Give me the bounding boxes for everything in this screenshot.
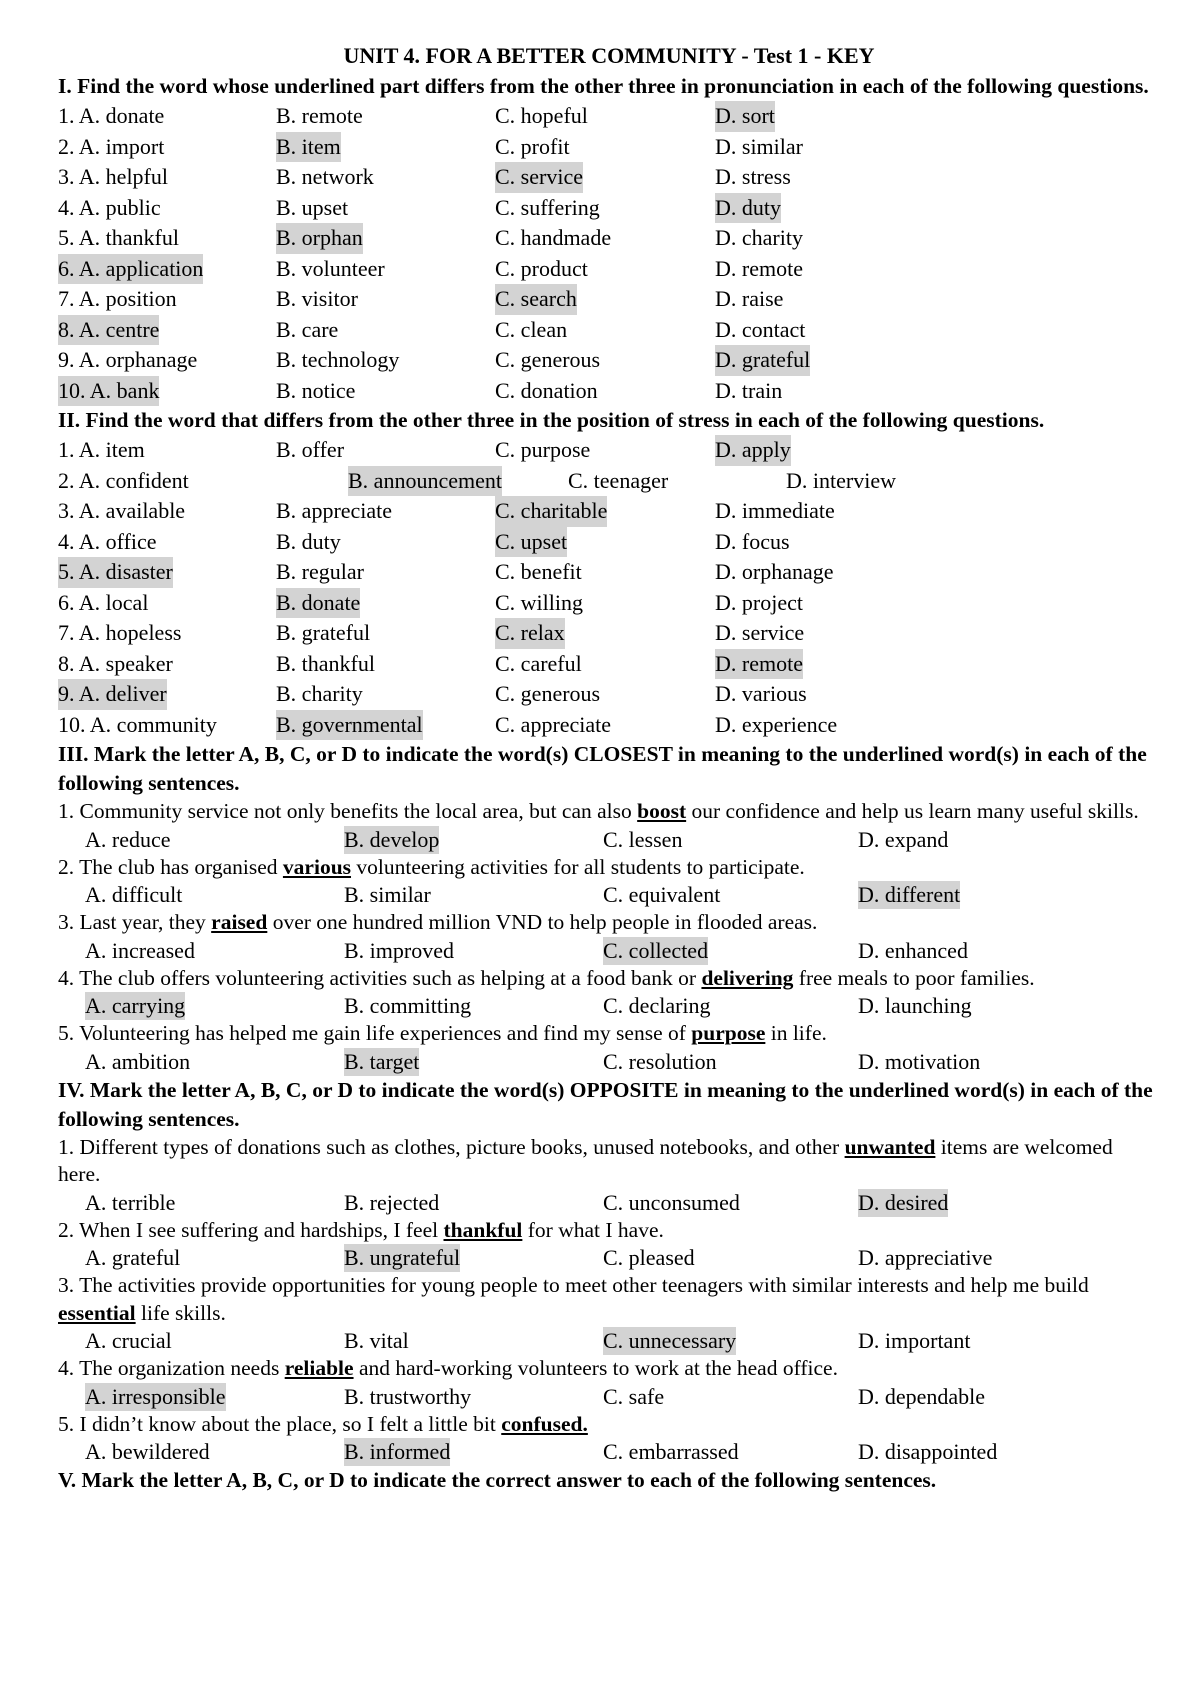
option-c: C. benefit xyxy=(495,559,582,584)
option-d: D. remote xyxy=(715,255,803,281)
option-c: C. hopeful xyxy=(495,103,588,128)
question-row xyxy=(58,284,1160,315)
option-b: B. charity xyxy=(276,681,363,706)
option-a: A. difficult xyxy=(85,882,183,907)
option-c: C. declaring xyxy=(603,993,711,1018)
option-b: B. remote xyxy=(276,103,363,128)
option-b-answer: B. item xyxy=(276,132,341,163)
question-stem xyxy=(58,1272,1160,1327)
option-b: B. duty xyxy=(276,528,341,554)
option-c: C. pleased xyxy=(603,1245,695,1270)
question-row xyxy=(58,435,1160,466)
question-row xyxy=(58,618,1160,649)
option-a: A. grateful xyxy=(85,1245,181,1270)
option-c: C. product xyxy=(495,255,588,281)
underlined-keyword: thankful xyxy=(443,1217,523,1242)
option-d: D. similar xyxy=(715,133,803,159)
answer-row xyxy=(58,1048,1160,1076)
option-b: B. committing xyxy=(344,993,472,1018)
question-stem xyxy=(58,1217,1160,1245)
option-b: B. grateful xyxy=(276,620,371,645)
option-b: B. upset xyxy=(276,194,349,220)
option-a: 5. A. thankful xyxy=(58,225,179,250)
underlined-keyword: reliable xyxy=(284,1356,354,1380)
underlined-keyword: essential xyxy=(58,1300,136,1325)
question-row xyxy=(58,254,1160,285)
option-a-answer: 6. A. application xyxy=(58,254,203,285)
question-stem xyxy=(58,1411,1160,1439)
option-b-answer: B. donate xyxy=(276,588,360,619)
option-d: D. project xyxy=(715,589,803,615)
option-c: C. lessen xyxy=(603,826,683,852)
option-d: D. motivation xyxy=(858,1048,981,1074)
question-stem xyxy=(58,1020,1160,1048)
section-1-rows xyxy=(58,101,1160,406)
option-b-answer: B. governmental xyxy=(276,710,423,741)
stem-text: 2. The club has organised xyxy=(58,854,283,879)
option-c: C. resolution xyxy=(603,1048,717,1074)
option-c: C. generous xyxy=(495,681,601,706)
stem-text: 4. The club offers volunteering activities such as helping at a food bank or xyxy=(58,965,702,990)
option-a: 6. A. local xyxy=(58,589,149,615)
option-b: B. notice xyxy=(276,377,356,403)
option-c: C. donation xyxy=(495,377,598,403)
option-b: B. regular xyxy=(276,559,364,584)
option-c: C. willing xyxy=(495,589,584,615)
option-c-answer: C. service xyxy=(495,162,583,193)
option-d: D. immediate xyxy=(715,498,835,523)
option-c: C. handmade xyxy=(495,225,612,250)
underlined-keyword: various xyxy=(282,854,352,879)
option-a: 1. A. item xyxy=(58,437,145,462)
option-d: D. charity xyxy=(715,225,803,250)
question-row xyxy=(58,588,1160,619)
question-row xyxy=(58,193,1160,224)
option-c-answer: C. collected xyxy=(603,937,709,963)
option-d: D. contact xyxy=(715,316,806,342)
option-c: C. unconsumed xyxy=(603,1189,740,1215)
stem-text: 1. Different types of donations such as clothes, picture books, unused notebooks, and other xyxy=(58,1134,845,1159)
underlined-keyword: unwanted xyxy=(844,1134,936,1159)
option-b: B. rejected xyxy=(344,1189,440,1215)
option-b-answer: B. target xyxy=(344,1048,420,1074)
option-d: D. orphanage xyxy=(715,559,834,584)
option-d-answer: D. different xyxy=(858,882,961,907)
option-d: D. enhanced xyxy=(858,937,968,963)
section-4-items xyxy=(58,1134,1160,1467)
option-c: C. embarrassed xyxy=(603,1439,739,1464)
answer-row xyxy=(58,937,1160,965)
option-b: B. similar xyxy=(344,882,431,907)
stem-text: life skills. xyxy=(135,1300,226,1325)
option-d: D. train xyxy=(715,377,783,403)
section-5-heading: V. Mark the letter A, B, C, or D to indicate the correct answer to each of the following sentences. xyxy=(58,1468,937,1492)
question-stem xyxy=(58,909,1160,937)
option-a: 10. A. community xyxy=(58,711,217,737)
stem-text: free meals to poor families. xyxy=(793,965,1035,990)
underlined-keyword: boost xyxy=(637,799,687,823)
question-row xyxy=(58,132,1160,163)
option-a: 4. A. public xyxy=(58,194,161,220)
option-c: C. teenager xyxy=(568,467,669,493)
option-a: A. reduce xyxy=(85,826,171,852)
option-d-answer: D. sort xyxy=(715,101,775,132)
question-row xyxy=(58,315,1160,346)
underlined-keyword: raised xyxy=(211,910,268,934)
stem-text: 1. Community service not only benefits the local area, but can also xyxy=(58,799,638,823)
option-a: A. crucial xyxy=(85,1328,172,1353)
option-a: A. increased xyxy=(85,937,195,963)
question-stem xyxy=(58,1134,1160,1189)
question-row xyxy=(58,527,1160,558)
option-b-answer: B. develop xyxy=(344,826,440,852)
option-d-answer: D. grateful xyxy=(715,345,810,376)
option-c-answer: C. search xyxy=(495,284,577,315)
question-row xyxy=(58,345,1160,376)
stem-text: our confidence and help us learn many useful skills. xyxy=(686,799,1139,823)
option-d: D. disappointed xyxy=(858,1439,998,1464)
option-a: 3. A. available xyxy=(58,498,186,523)
option-a: 7. A. position xyxy=(58,286,177,311)
option-a: A. terrible xyxy=(85,1189,176,1215)
option-d-answer: D. duty xyxy=(715,193,781,224)
question-row xyxy=(58,649,1160,680)
option-b-answer: B. orphan xyxy=(276,223,363,254)
option-a-answer: 10. A. bank xyxy=(58,376,159,407)
option-b: B. network xyxy=(276,164,374,189)
option-a: 2. A. confident xyxy=(58,467,189,493)
option-a-answer: A. irresponsible xyxy=(85,1383,226,1409)
option-a-answer: A. carrying xyxy=(85,993,186,1018)
option-a-answer: 9. A. deliver xyxy=(58,679,167,710)
section-2-heading: II. Find the word that differs from the other three in the position of stress in each of the following questions. xyxy=(58,408,1045,432)
option-a: 4. A. office xyxy=(58,528,157,554)
question-row xyxy=(58,376,1160,407)
section-3-heading: III. Mark the letter A, B, C, or D to indicate the word(s) CLOSEST in meaning to the underlined word(s) in each of the following sentences. xyxy=(58,742,1147,795)
option-d: D. raise xyxy=(715,286,784,311)
answer-row xyxy=(58,1383,1160,1411)
answer-row xyxy=(58,992,1160,1020)
option-c: C. equivalent xyxy=(603,882,721,907)
option-c: C. careful xyxy=(495,650,582,676)
option-b: B. volunteer xyxy=(276,255,385,281)
option-a: A. bewildered xyxy=(85,1439,210,1464)
option-d: D. expand xyxy=(858,826,949,852)
option-b: B. technology xyxy=(276,347,400,372)
option-d: D. appreciative xyxy=(858,1245,993,1270)
answer-row xyxy=(58,1244,1160,1272)
page-title: UNIT 4. FOR A BETTER COMMUNITY - Test 1 - KEY xyxy=(343,43,875,68)
option-c: C. generous xyxy=(495,347,601,372)
stem-text: over one hundred million VND to help people in flooded areas. xyxy=(267,910,818,934)
stem-text: in life. xyxy=(765,1021,827,1045)
option-b: B. offer xyxy=(276,437,345,462)
option-c-answer: C. relax xyxy=(495,618,565,649)
stem-text: 5. I didn’t know about the place, so I felt a little bit xyxy=(58,1411,502,1436)
option-d: D. focus xyxy=(715,528,790,554)
question-row xyxy=(58,162,1160,193)
underlined-keyword: confused. xyxy=(501,1411,588,1436)
section-3-items xyxy=(58,798,1160,1076)
option-c: C. profit xyxy=(495,133,570,159)
option-b: B. visitor xyxy=(276,286,358,311)
question-row xyxy=(58,101,1160,132)
section-1-heading: I. Find the word whose underlined part differs from the other three in pronunciation in each of the following questions. xyxy=(58,74,1149,98)
question-stem xyxy=(58,798,1160,826)
option-a: A. ambition xyxy=(85,1048,191,1074)
option-d-answer: D. desired xyxy=(858,1189,949,1215)
option-b: B. care xyxy=(276,316,339,342)
option-b: B. vital xyxy=(344,1328,409,1353)
question-stem xyxy=(58,1355,1160,1383)
stem-text: 3. Last year, they xyxy=(58,910,212,934)
stem-text: 3. The activities provide opportunities for young people to meet other teenagers with similar interests and help me build xyxy=(58,1273,1089,1297)
option-a-answer: 8. A. centre xyxy=(58,315,159,346)
option-c: C. purpose xyxy=(495,437,591,462)
section-2-rows xyxy=(58,435,1160,740)
question-row xyxy=(58,710,1160,741)
stem-text: 2. When I see suffering and hardships, I feel xyxy=(58,1217,444,1242)
option-d: D. launching xyxy=(858,993,972,1018)
underlined-keyword: delivering xyxy=(701,965,794,990)
option-b: B. trustworthy xyxy=(344,1383,472,1409)
underlined-keyword: purpose xyxy=(691,1021,766,1045)
option-c: C. appreciate xyxy=(495,711,612,737)
option-c-answer: C. charitable xyxy=(495,496,607,527)
option-b-answer: B. informed xyxy=(344,1439,451,1464)
question-row xyxy=(58,496,1160,527)
question-row xyxy=(58,557,1160,588)
option-a: 9. A. orphanage xyxy=(58,347,198,372)
option-c-answer: C. unnecessary xyxy=(603,1328,737,1353)
question-stem xyxy=(58,965,1160,993)
option-c: C. safe xyxy=(603,1383,665,1409)
option-d: D. various xyxy=(715,681,807,706)
option-a: 8. A. speaker xyxy=(58,650,173,676)
answer-row xyxy=(58,1189,1160,1217)
option-c: C. suffering xyxy=(495,194,600,220)
question-stem xyxy=(58,854,1160,882)
option-d: D. stress xyxy=(715,164,791,189)
option-a: 2. A. import xyxy=(58,133,165,159)
question-row xyxy=(58,466,1160,497)
option-d: D. important xyxy=(858,1328,971,1353)
option-d: D. service xyxy=(715,620,805,645)
option-b-answer: B. ungrateful xyxy=(344,1245,461,1270)
option-d: D. experience xyxy=(715,711,838,737)
stem-text: and hard-working volunteers to work at the head office. xyxy=(353,1356,838,1380)
stem-text: volunteering activities for all students to participate. xyxy=(351,854,805,879)
option-d: D. interview xyxy=(786,467,896,493)
answer-row xyxy=(58,881,1160,909)
answer-row xyxy=(58,1327,1160,1355)
answer-row xyxy=(58,826,1160,854)
option-d-answer: D. apply xyxy=(715,435,791,466)
option-c: C. clean xyxy=(495,316,568,342)
stem-text: 5. Volunteering has helped me gain life experiences and find my sense of xyxy=(58,1021,692,1045)
question-row xyxy=(58,679,1160,710)
option-a: 1. A. donate xyxy=(58,103,165,128)
stem-text: 4. The organization needs xyxy=(58,1356,285,1380)
option-c-answer: C. upset xyxy=(495,527,567,558)
option-b: B. improved xyxy=(344,937,454,963)
answer-row xyxy=(58,1438,1160,1466)
stem-text: for what I have. xyxy=(522,1217,664,1242)
option-a: 7. A. hopeless xyxy=(58,620,182,645)
option-a: 3. A. helpful xyxy=(58,164,168,189)
option-d-answer: D. remote xyxy=(715,649,803,680)
section-4-heading: IV. Mark the letter A, B, C, or D to indicate the word(s) OPPOSITE in meaning to the underlined word(s) in each of the following sentences. xyxy=(58,1077,1153,1131)
question-row xyxy=(58,223,1160,254)
option-b: B. thankful xyxy=(276,650,375,676)
option-a-answer: 5. A. disaster xyxy=(58,557,173,588)
option-b: B. appreciate xyxy=(276,498,393,523)
option-b-answer: B. announcement xyxy=(348,466,502,497)
option-d: D. dependable xyxy=(858,1383,986,1409)
stem-text: items are welcomed here. xyxy=(58,1134,1113,1186)
